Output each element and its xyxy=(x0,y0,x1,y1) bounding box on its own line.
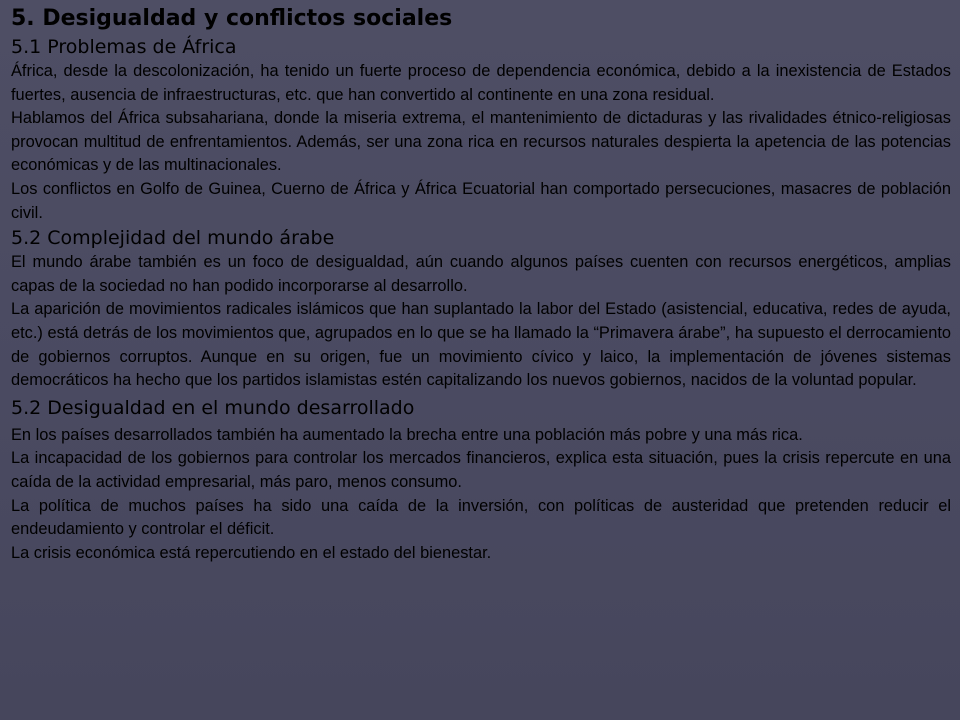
section-heading: 5.1 Problemas de África xyxy=(11,36,237,58)
paragraph: La incapacidad de los gobiernos para controlar los mercados financieros, explica esta situación, pues la crisis repercute en una caída de la actividad empresarial, más paro, menos consumo. xyxy=(11,449,951,491)
paragraph: Los conflictos en Golfo de Guinea, Cuerno de África y África Ecuatorial han comportado persecuciones, masacres de población civil. xyxy=(11,179,951,222)
section-heading: 5.2 Desigualdad en el mundo desarrollado xyxy=(11,396,415,419)
paragraph: África, desde la descolonización, ha tenido un fuerte proceso de dependencia económica, debido a la inexistencia de Estados fuertes, ausencia de infraestructuras, etc. que han convertido al continente en una zona residual. xyxy=(11,62,951,104)
paragraph: El mundo árabe también es un foco de desigualdad, aún cuando algunos países cuenten con recursos energéticos, amplias capas de la sociedad no han podido incorporarse al desarrollo. xyxy=(11,253,951,295)
section-arab-world xyxy=(11,225,951,393)
paragraph: En los países desarrollados también ha aumentado la brecha entre una población más pobre y una más rica. xyxy=(11,425,803,444)
paragraph: La política de muchos países ha sido una caída de la inversión, con políticas de austeridad que pretenden reducir el endeudamiento y controlar el déficit. xyxy=(11,496,951,539)
section-africa xyxy=(11,34,951,225)
section-heading: 5.2 Complejidad del mundo árabe xyxy=(11,227,335,250)
slide-title: 5. Desigualdad y conflictos sociales xyxy=(11,6,453,31)
paragraph: La aparición de movimientos radicales islámicos que han suplantado la labor del Estado (asistencial, educativa, redes de ayuda, etc.) está detrás de los movimientos que, agrupados en lo que se ha llamado la “Primavera árabe”, ha supuesto el derrocamiento de gobiernos corruptos. Aunque en su origen, fue un movimiento cívico y laico, la implementación de jóvenes sistemas democráticos ha hecho que los partidos islamistas estén capitalizando los nuevos gobiernos, nacidos de la voluntad popular. xyxy=(11,300,951,390)
paragraph: Hablamos del África subsahariana, donde la miseria extrema, el mantenimiento de dictaduras y las rivalidades étnico-religiosas provocan multitud de enfrentamientos. Además, ser una zona rica en recursos naturales despierta la apetencia de las potencias económicas y de las multinacionales. xyxy=(11,109,951,175)
section-developed-world xyxy=(11,395,951,566)
paragraph: La crisis económica está repercutiendo en el estado del bienestar. xyxy=(11,543,492,562)
